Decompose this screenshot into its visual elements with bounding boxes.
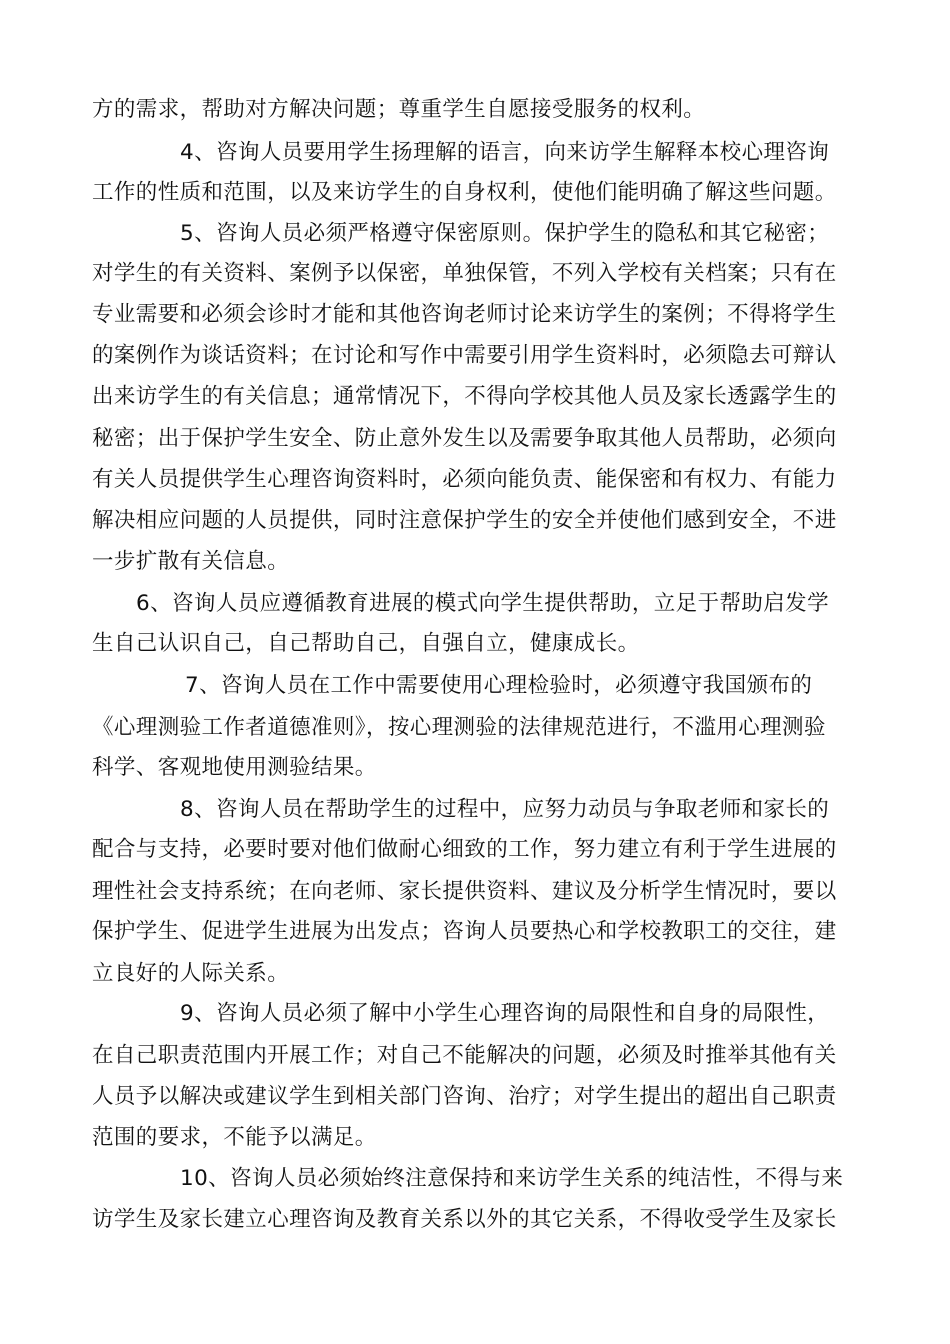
text-line: 5、咨询人员必须严格遵守保密原则。保护学生的隐私和其它秘密； (180, 221, 830, 246)
text-line: 8、咨询人员在帮助学生的过程中，应努力动员与争取老师和家长的 (180, 797, 830, 822)
text-line: 秘密；出于保护学生安全、防止意外发生以及需要争取其他人员帮助，必须向 (92, 426, 837, 451)
text-line: 9、咨询人员必须了解中小学生心理咨询的局限性和自身的局限性， (180, 1001, 830, 1026)
text-line: 出来访学生的有关信息；通常情况下，不得向学校其他人员及家长透露学生的 (92, 384, 837, 409)
text-line: 对学生的有关资料、案例予以保密，单独保管，不列入学校有关档案；只有在 (92, 261, 837, 286)
text-line: 访学生及家长建立心理咨询及教育关系以外的其它关系，不得收受学生及家长 (92, 1207, 837, 1232)
text-line: 6、咨询人员应遵循教育进展的模式向学生提供帮助，立足于帮助启发学 (136, 591, 829, 616)
text-line: 有关人员提供学生心理咨询资料时，必须向能负责、能保密和有权力、有能力 (92, 467, 837, 492)
text-line: 科学、客观地使用测验结果。 (92, 755, 377, 780)
text-line: 方的需求，帮助对方解决问题；尊重学生自愿接受服务的权利。 (92, 97, 706, 122)
text-line: 的案例作为谈话资料；在讨论和写作中需要引用学生资料时，必须隐去可辩认 (92, 343, 837, 368)
text-line: 10、咨询人员必须始终注意保持和来访学生关系的纯洁性，不得与来 (180, 1166, 844, 1191)
text-line: 4、咨询人员要用学生扬理解的语言，向来访学生解释本校心理咨询 (180, 140, 830, 165)
text-line: 范围的要求，不能予以满足。 (92, 1125, 377, 1150)
text-line: 人员予以解决或建议学生到相关部门咨询、治疗；对学生提出的超出自己职责 (92, 1084, 837, 1109)
text-line: 立良好的人际关系。 (92, 961, 290, 986)
text-line: 解决相应问题的人员提供，同时注意保护学生的安全并使他们感到安全，不进 (92, 508, 837, 533)
text-line: 配合与支持，必要时要对他们做耐心细致的工作，努力建立有利于学生进展的 (92, 837, 837, 862)
text-line: 工作的性质和范围，以及来访学生的自身权利，使他们能明确了解这些问题。 (92, 180, 837, 205)
text-line: 生自己认识自己，自己帮助自己，自强自立，健康成长。 (92, 631, 640, 656)
text-line: 一步扩散有关信息。 (92, 549, 290, 574)
text-line: 保护学生、促进学生进展为出发点；咨询人员要热心和学校教职工的交往，建 (92, 919, 837, 944)
text-line: 《心理测验工作者道德准则》，按心理测验的法律规范进行，不滥用心理测验 (92, 715, 826, 740)
text-line: 7、咨询人员在工作中需要使用心理检验时，必须遵守我国颁布的 (185, 673, 813, 698)
text-line: 专业需要和必须会诊时才能和其他咨询老师讨论来访学生的案例；不得将学生 (92, 302, 837, 327)
text-line: 理性社会支持系统；在向老师、家长提供资料、建议及分析学生情况时，要以 (92, 879, 837, 904)
text-line: 在自己职责范围内开展工作；对自己不能解决的问题，必须及时推举其他有关 (92, 1043, 837, 1068)
